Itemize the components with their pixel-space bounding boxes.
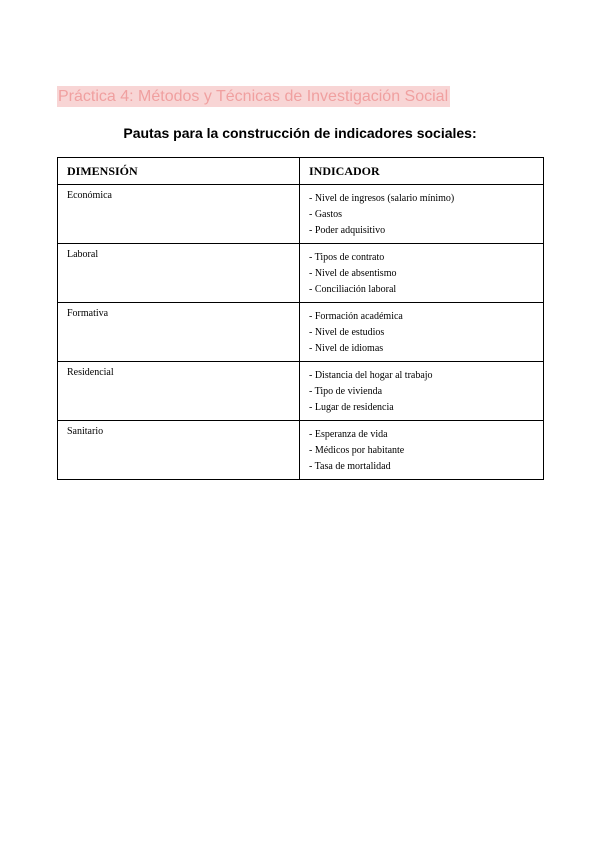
table-row xyxy=(58,185,544,244)
indicator-item: - Médicos por habitante xyxy=(309,445,405,456)
indicator-item: - Conciliación laboral xyxy=(309,284,397,295)
dimension-cell: Formativa xyxy=(58,303,300,362)
table-row xyxy=(58,303,544,362)
header-dimension: DIMENSIÓN xyxy=(58,158,300,185)
indicators-table xyxy=(57,157,544,480)
indicator-item: - Tipos de contrato xyxy=(309,252,385,263)
indicator-item: - Nivel de idiomas xyxy=(309,343,384,354)
indicator-item: - Lugar de residencia xyxy=(309,402,394,413)
indicator-item: - Nivel de absentismo xyxy=(309,268,397,279)
dimension-cell: Económica xyxy=(58,185,300,244)
section-heading: Pautas para la construcción de indicadores sociales: xyxy=(123,125,477,141)
indicator-item: - Poder adquisitivo xyxy=(309,225,386,236)
indicator-cell xyxy=(300,244,544,303)
indicator-item: - Distancia del hogar al trabajo xyxy=(309,370,433,381)
table-header-row xyxy=(58,158,544,185)
dimension-cell: Residencial xyxy=(58,362,300,421)
indicator-item: - Gastos xyxy=(309,209,343,220)
indicator-item: - Tasa de mortalidad xyxy=(309,461,391,472)
dimension-cell: Laboral xyxy=(58,244,300,303)
indicator-item: - Formación académica xyxy=(309,311,403,322)
indicator-cell xyxy=(300,421,544,480)
header-indicator: INDICADOR xyxy=(300,158,544,185)
indicator-item: - Tipo de vivienda xyxy=(309,386,383,397)
indicator-item: - Esperanza de vida xyxy=(309,429,388,440)
indicator-item: - Nivel de ingresos (salario mínimo) xyxy=(309,193,455,204)
table-row xyxy=(58,421,544,480)
indicator-item: - Nivel de estudios xyxy=(309,327,385,338)
table-row xyxy=(58,362,544,421)
dimension-cell: Sanitario xyxy=(58,421,300,480)
indicator-cell xyxy=(300,303,544,362)
document-title: Práctica 4: Métodos y Técnicas de Investigación Social xyxy=(58,88,449,105)
table-row xyxy=(58,244,544,303)
indicator-cell xyxy=(300,185,544,244)
indicator-cell xyxy=(300,362,544,421)
